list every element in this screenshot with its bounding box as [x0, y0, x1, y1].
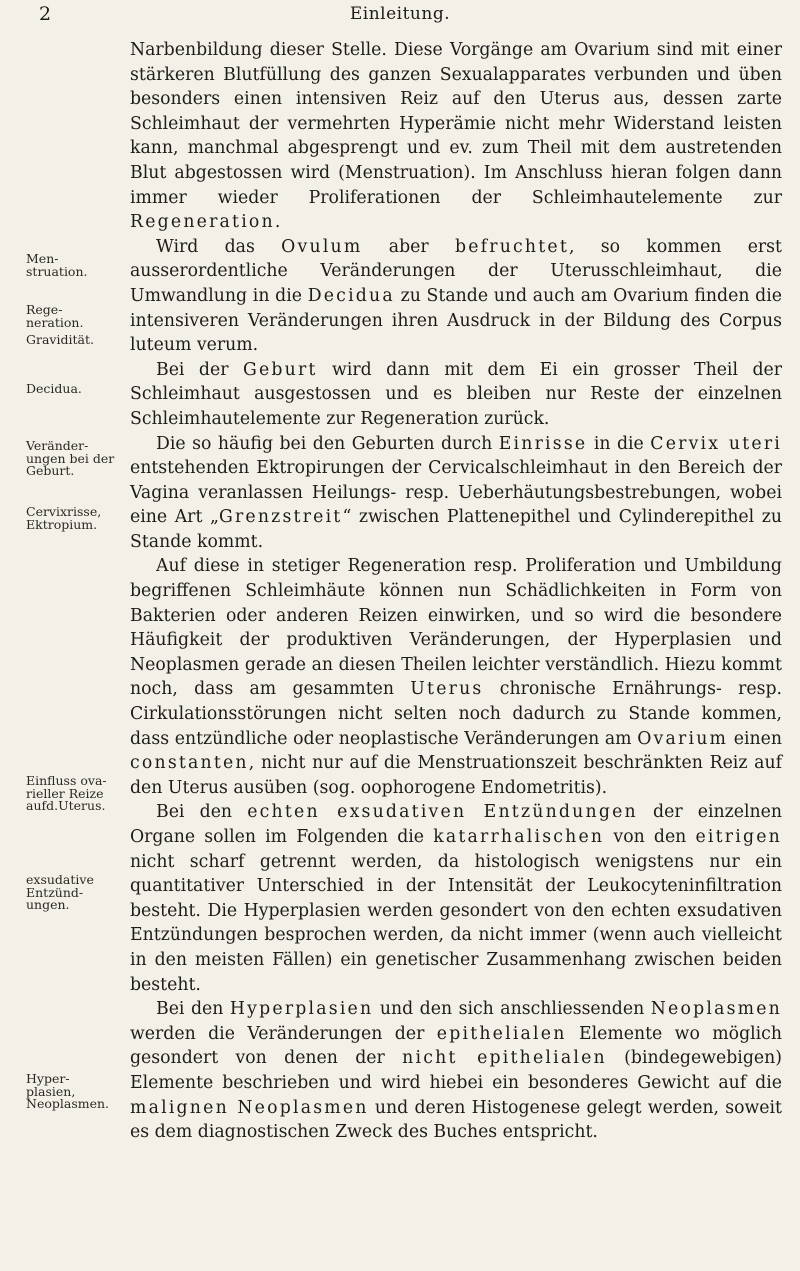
- spaced-emphasis: nicht epithelialen: [402, 1048, 607, 1069]
- margin-note-regeneration: Rege- neration.: [26, 302, 84, 330]
- spaced-emphasis: echten exsudativen Entzündungen: [247, 802, 638, 823]
- margin-note-decidua: Decidua.: [26, 381, 82, 396]
- spaced-emphasis: befruchtet: [454, 236, 569, 257]
- spaced-emphasis: Geburt: [242, 359, 318, 380]
- spaced-emphasis: Einrisse: [498, 433, 588, 454]
- margin-note-graviditaet: Gravidität.: [26, 332, 94, 347]
- spaced-emphasis: Ovulum: [281, 236, 363, 257]
- spaced-emphasis: epithelialen: [436, 1023, 567, 1044]
- text-run: , so kommen erst ausserordentliche Veränderungen der Uterusschleimhaut, die Umwandlung in die: [130, 236, 782, 306]
- text-run: von den: [604, 827, 696, 847]
- paragraph-exsudative-entzuendungen: [130, 800, 782, 997]
- margin-note-cervixrisse: Cervixrisse, Ektropium.: [26, 504, 102, 532]
- text-run: und den sich anschliessenden: [373, 999, 651, 1020]
- text-run: Narbenbildung dieser Stelle. Diese Vorgänge am Ovarium sind mit einer stärkeren Blutfüllung des ganzen Sexualapparates verbunden und üben besonders einen intensiven Reiz auf den Uterus aus, dessen zarte Schleimhaut der vermehrten Hyperämie nicht mehr Widerstand leisten kann, manchmal abgesprengt und ev. zum Theil mit dem austretenden Blut abgestossen wird (Menstruation). Im Anschluss hieran folgen dann immer wieder Proliferationen der Schleimhautelemente zur: [130, 40, 782, 208]
- paragraph-hyperplasien: [130, 997, 782, 1145]
- text-run: aber: [362, 236, 455, 257]
- margin-note-menstruation: Men- struation.: [26, 251, 88, 279]
- spaced-emphasis: Grenzstreit: [218, 507, 343, 528]
- margin-note-ovarielle-reize: Einfluss ova- rieller Reize aufd.Uterus.: [26, 773, 107, 814]
- text-run: entstehenden Ektropirungen der Cervicalschleimhaut in den Bereich der Vagina veranlassen Heilungs- resp. Ueberhäutungsbestrebungen, wobei eine Art „: [130, 458, 782, 528]
- text-run: , nicht nur auf die Menstruationszeit beschränkten Reiz auf den Uterus ausüben (sog. oophorogene Endometritis).: [130, 753, 782, 798]
- spaced-emphasis: Decidua: [307, 285, 395, 306]
- paragraph-schaedlichkeiten: [130, 554, 782, 800]
- margin-note-geburt: Veränder- ungen bei der Geburt.: [26, 438, 115, 479]
- spaced-emphasis: Cervix uteri: [650, 433, 783, 454]
- spaced-emphasis: Regeneration: [130, 212, 275, 233]
- text-run: .: [274, 212, 281, 233]
- spaced-emphasis: Neoplasmen: [650, 999, 782, 1020]
- text-run: chronische Ernährungs- resp. Cirkulationsstörungen nicht selten noch dadurch zu Stande kommen, dass entzündliche oder neoplastische Veränderungen am: [130, 679, 782, 749]
- margin-note-exsudative-entzuendungen: exsudative Entzünd- ungen.: [26, 872, 94, 913]
- text-run: Bei den: [156, 802, 248, 823]
- paragraph-cervixrisse: [130, 432, 782, 555]
- text-run: der einzelnen Organe sollen im Folgenden die: [130, 802, 782, 847]
- text-run: und deren Histogenese gelegt werden, soweit es dem diagnostischen Zweck des Buches entspricht.: [130, 1097, 782, 1143]
- margin-note-hyperplasien: Hyper- plasien, Neoplasmen.: [26, 1071, 110, 1112]
- spaced-emphasis: Ovarium: [637, 728, 729, 749]
- paragraph-menstruation: [130, 38, 782, 235]
- spaced-emphasis: eitrigen: [695, 827, 782, 847]
- spaced-emphasis: constanten: [130, 753, 249, 774]
- paragraph-geburt: [130, 358, 782, 432]
- spaced-emphasis: malignen Neoplasmen: [130, 1097, 369, 1118]
- spaced-emphasis: Uterus: [410, 679, 484, 700]
- text-run: (bindegewebigen) Elemente beschrieben und wird hiebei ein besonderes Gewicht auf die: [130, 1048, 782, 1093]
- text-run: Auf diese in stetiger Regeneration resp. Proliferation und Umbildung begriffenen Schleimhäute können nun Schädlichkeiten in Form von Bakterien oder anderen Reizen einwirken, und so wird die besondere Häufigkeit der produktiven Veränderungen, der Hyperplasien und Neoplasmen gerade an diesen Theilen leichter verständlich. Hiezu kommt noch, dass am gesammten: [130, 556, 782, 700]
- page-number: 2: [39, 3, 52, 25]
- paragraph-befruchtung: [130, 235, 782, 358]
- text-run: “ zwischen Plattenepithel und Cylinderepithel zu Stande kommt.: [130, 507, 782, 552]
- text-run: Wird das: [156, 236, 282, 257]
- text-run: werden die Veränderungen der: [130, 1023, 437, 1044]
- margin-notes: [0, 0, 125, 1271]
- text-run: Die so häufig bei den Geburten durch: [156, 433, 499, 454]
- text-run: einen: [728, 728, 782, 749]
- text-run: zu Stande und auch am Ovarium finden die intensiveren Veränderungen ihren Ausdruck in der Bildung des Corpus luteum verum.: [130, 285, 782, 356]
- body-text: [130, 38, 782, 1145]
- text-run: wird dann mit dem Ei ein grosser Theil der Schleimhaut ausgestossen und es bleiben nur Reste der einzelnen Schleimhautelemente zur Regeneration zurück.: [130, 359, 782, 429]
- text-run: in die: [587, 433, 651, 454]
- spaced-emphasis: katarrhalischen: [433, 827, 605, 847]
- spaced-emphasis: Hyperplasien: [229, 999, 374, 1020]
- text-run: Bei der: [156, 359, 243, 380]
- text-run: Elemente wo möglich gesondert von denen der: [130, 1023, 782, 1069]
- running-title: Einleitung.: [349, 4, 451, 24]
- text-run: nicht scharf getrennt werden, da histologisch wenigstens nur ein quantitativer Unterschied in der Intensität der Leukocyteninfiltration besteht. Die Hyperplasien werden gesondert von den echten exsudativen Entzündungen besprochen werden, da nicht immer (wenn auch vielleicht in den meisten Fällen) ein genetischer Zusammenhang zwischen beiden besteht.: [130, 851, 782, 995]
- text-run: Bei den: [156, 999, 230, 1020]
